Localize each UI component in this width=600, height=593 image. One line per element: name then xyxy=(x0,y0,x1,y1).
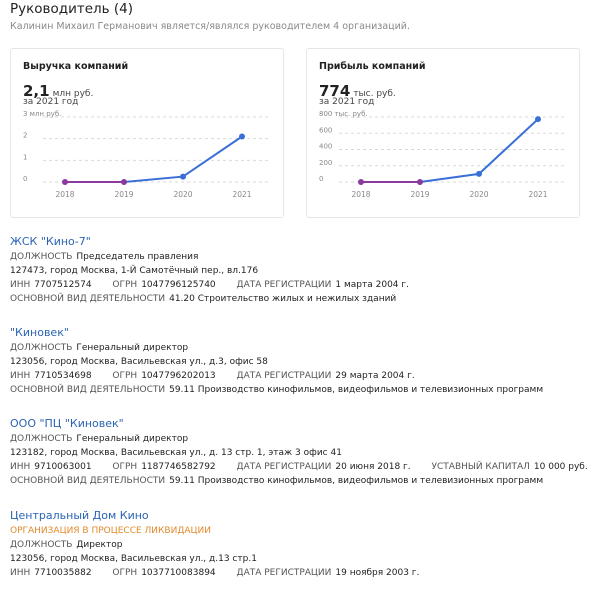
address: 123056, город Москва, Васильевская ул., д.3, офис 58 xyxy=(10,357,268,367)
company-name-link[interactable]: ООО "ПЦ "Киновек" xyxy=(10,417,124,430)
ogrn-label: ОГРН xyxy=(112,462,138,472)
section-title: Руководитель (4) xyxy=(10,1,134,17)
profit-card-title: Прибыль компаний xyxy=(319,61,426,72)
ogrn-value: 1047796202013 xyxy=(141,371,216,381)
position-value: Председатель правления xyxy=(76,252,199,262)
registry-row xyxy=(10,278,595,292)
position-row xyxy=(10,250,595,264)
company-name-link[interactable]: Центральный Дом Кино xyxy=(10,509,149,522)
revenue-value: 2,1 xyxy=(23,82,50,100)
section-subtitle: Калинин Михаил Германович является/являлся руководителем 4 организаций. xyxy=(10,21,410,32)
position-row xyxy=(10,538,595,552)
position-label: ДОЛЖНОСТЬ xyxy=(10,252,73,262)
x-tick-label: 2020 xyxy=(469,190,489,199)
company-entry xyxy=(10,325,595,397)
position-label: ДОЛЖНОСТЬ xyxy=(10,434,73,444)
reg-date-label: ДАТА РЕГИСТРАЦИИ xyxy=(236,568,332,578)
reg-date-value: 29 марта 2004 г. xyxy=(335,371,415,381)
inn-value: 7707512574 xyxy=(34,280,92,290)
ogrn-label: ОГРН xyxy=(112,568,138,578)
reg-date-value: 1 марта 2004 г. xyxy=(335,280,409,290)
position-label: ДОЛЖНОСТЬ xyxy=(10,343,73,353)
profit-period: за 2021 год xyxy=(319,97,375,107)
revenue-chart xyxy=(11,109,285,209)
activity-row xyxy=(10,474,595,488)
address: 123182, город Москва, Васильевская ул., д. 13 стр. 1, этаж 3 офис 41 xyxy=(10,448,342,458)
data-point xyxy=(239,134,245,140)
inn-value: 7710035882 xyxy=(34,568,92,578)
reg-date-label: ДАТА РЕГИСТРАЦИИ xyxy=(236,371,332,381)
reg-date-label: ДАТА РЕГИСТРАЦИИ xyxy=(236,462,332,472)
y-tick-label: 3 млн руб. xyxy=(23,110,62,118)
data-point xyxy=(417,179,423,185)
x-tick-label: 2021 xyxy=(232,190,252,199)
data-point xyxy=(535,116,541,122)
position-label: ДОЛЖНОСТЬ xyxy=(10,540,73,550)
reg-date-value: 20 июня 2018 г. xyxy=(335,462,411,472)
ogrn-label: ОГРН xyxy=(112,280,138,290)
data-point xyxy=(180,174,186,180)
activity-value: 41.20 Строительство жилых и нежилых зданий xyxy=(169,294,397,304)
data-point xyxy=(121,179,127,185)
inn-label: ИНН xyxy=(10,568,31,578)
y-tick-label: 1 xyxy=(23,153,28,162)
profit-chart xyxy=(307,109,581,209)
revenue-unit: млн руб. xyxy=(52,89,94,99)
y-tick-label: 0 xyxy=(23,175,28,183)
company-entry xyxy=(10,234,595,306)
data-point xyxy=(62,179,68,185)
registry-row xyxy=(10,460,595,474)
y-tick-label: 600 xyxy=(319,126,333,135)
profit-unit: тыс. руб. xyxy=(353,89,396,99)
activity-value: 59.11 Производство кинофильмов, видеофильмов и телевизионных программ xyxy=(169,385,544,395)
reg-date-value: 19 ноября 2003 г. xyxy=(335,568,420,578)
x-tick-label: 2019 xyxy=(410,190,430,199)
y-tick-label: 200 xyxy=(319,158,333,167)
activity-value: 59.11 Производство кинофильмов, видеофильмов и телевизионных программ xyxy=(169,476,544,486)
activity-row xyxy=(10,383,595,397)
x-tick-label: 2018 xyxy=(55,190,75,199)
y-tick-label: 400 xyxy=(319,142,333,151)
ogrn-label: ОГРН xyxy=(112,371,138,381)
registry-row xyxy=(10,369,595,383)
address: 123056, город Москва, Васильевская ул., д.13 стр.1 xyxy=(10,554,257,564)
company-entry xyxy=(10,416,595,488)
inn-value: 7710534698 xyxy=(34,371,92,381)
capital-value: 10 000 руб. xyxy=(533,462,588,472)
profit-card xyxy=(306,48,580,218)
position-row xyxy=(10,341,595,355)
company-name-link[interactable]: ЖСК "Кино-7" xyxy=(10,235,91,248)
ogrn-value: 1047796125740 xyxy=(141,280,216,290)
inn-value: 9710063001 xyxy=(34,462,92,472)
ogrn-value: 1187746582792 xyxy=(141,462,216,472)
y-tick-label: 2 xyxy=(23,131,28,140)
ogrn-value: 1037710083894 xyxy=(141,568,216,578)
company-name-link[interactable]: "Киновек" xyxy=(10,326,69,339)
x-tick-label: 2019 xyxy=(114,190,134,199)
position-row xyxy=(10,432,595,446)
activity-row xyxy=(10,292,595,306)
position-value: Директор xyxy=(76,540,123,550)
activity-label: ОСНОВНОЙ ВИД ДЕЯТЕЛЬНОСТИ xyxy=(10,476,166,486)
capital-label: УСТАВНЫЙ КАПИТАЛ xyxy=(431,462,530,472)
inn-label: ИНН xyxy=(10,371,31,381)
registry-row xyxy=(10,566,595,580)
y-tick-label: 800 тыс. руб. xyxy=(319,110,368,118)
revenue-card-title: Выручка компаний xyxy=(23,61,129,72)
company-entry xyxy=(10,508,595,580)
revenue-period: за 2021 год xyxy=(23,97,79,107)
inn-label: ИНН xyxy=(10,280,31,290)
x-tick-label: 2020 xyxy=(173,190,193,199)
activity-label: ОСНОВНОЙ ВИД ДЕЯТЕЛЬНОСТИ xyxy=(10,294,166,304)
x-tick-label: 2021 xyxy=(528,190,548,199)
reg-date-label: ДАТА РЕГИСТРАЦИИ xyxy=(236,280,332,290)
position-value: Генеральный директор xyxy=(76,434,189,444)
x-tick-label: 2018 xyxy=(351,190,371,199)
data-point xyxy=(476,171,482,177)
inn-label: ИНН xyxy=(10,462,31,472)
revenue-card xyxy=(10,48,284,218)
profit-value: 774 xyxy=(319,82,351,100)
activity-label: ОСНОВНОЙ ВИД ДЕЯТЕЛЬНОСТИ xyxy=(10,385,166,395)
data-point xyxy=(358,179,364,185)
position-value: Генеральный директор xyxy=(76,343,189,353)
y-tick-label: 0 xyxy=(319,175,324,183)
address: 127473, город Москва, 1-Й Самотёчный пер., вл.176 xyxy=(10,266,259,276)
liquidation-status: ОРГАНИЗАЦИЯ В ПРОЦЕССЕ ЛИКВИДАЦИИ xyxy=(10,526,211,536)
